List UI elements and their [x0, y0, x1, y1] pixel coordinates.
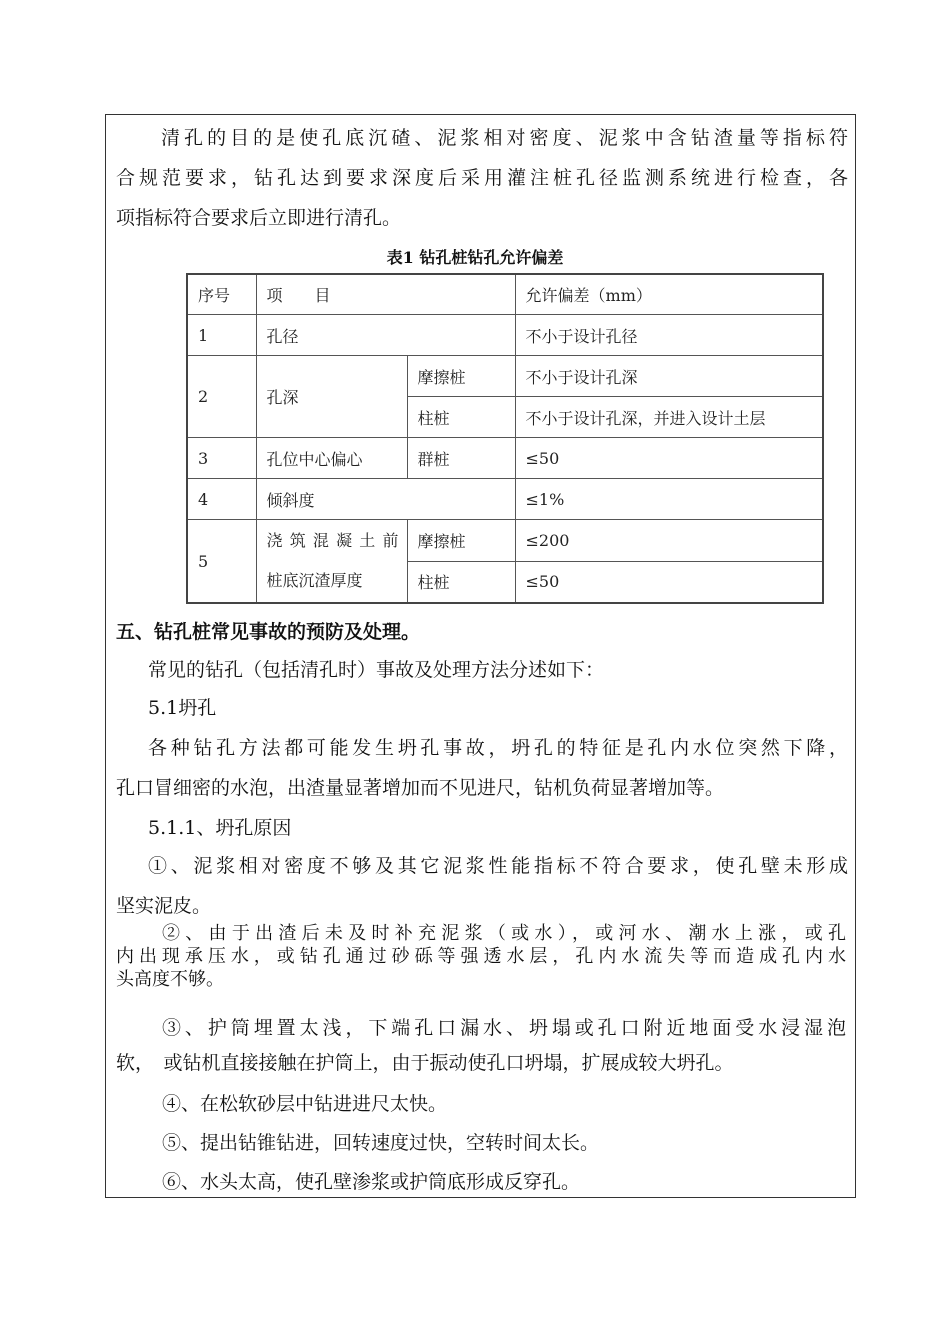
- row3-item: 孔位中心偏心: [256, 438, 407, 479]
- row1-item: 孔径: [256, 315, 515, 356]
- row3-tolerance: ≤50: [515, 438, 823, 479]
- cause-4: ④、在松软砂层中钻进进尺太快。: [162, 1093, 448, 1115]
- intro-line-1: 清孔的目的是使孔底沉碴、泥浆相对密度、泥浆中含钻渣量等指标符: [161, 127, 848, 149]
- section-heading: 五、钻孔桩常见事故的预防及处理。: [116, 621, 421, 643]
- tolerance-table: [186, 273, 824, 604]
- table-row: [187, 479, 823, 520]
- row5-item-line1: 浇筑混凝土前: [266, 531, 399, 551]
- row5-no: 5: [187, 520, 256, 603]
- table-row: [187, 356, 823, 397]
- paragraph-line: 孔口冒细密的水泡，出渣量显著增加而不见进尺，钻机负荷显著增加等。: [116, 777, 725, 799]
- row5-tolerance-b: ≤50: [515, 561, 823, 603]
- row2-no: 2: [187, 356, 256, 438]
- row2-sub-a: 摩擦桩: [407, 356, 515, 397]
- row5-sub-b: 柱桩: [407, 561, 515, 603]
- row1-tolerance: 不小于设计孔径: [515, 315, 823, 356]
- header-tolerance: 允许偏差（mm）: [515, 274, 823, 315]
- cause-2-line: ②、由于出渣后未及时补充泥浆（或水），或河水、潮水上涨，或孔: [162, 923, 846, 944]
- row5-sub-a: 摩擦桩: [407, 520, 515, 562]
- intro-line-2: 合规范要求，钻孔达到要求深度后采用灌注桩孔径监测系统进行检查，各: [116, 167, 848, 189]
- row4-tolerance: ≤1%: [515, 479, 823, 520]
- section-intro: 常见的钻孔（包括清孔时）事故及处理方法分述如下：: [148, 659, 605, 681]
- row2-sub-b: 柱桩: [407, 397, 515, 438]
- paragraph-line: 各种钻孔方法都可能发生坍孔事故，坍孔的特征是孔内水位突然下降，: [148, 737, 848, 759]
- cause-2-line: 头高度不够。: [116, 969, 224, 990]
- header-no: 序号: [187, 274, 256, 315]
- table-caption: 表1 钻孔桩钻孔允许偏差: [386, 248, 564, 267]
- cause-3-line: 软， 或钻机直接接触在护筒上，由于振动使孔口坍塌，扩展成较大坍孔。: [116, 1052, 734, 1074]
- cause-5: ⑤、提出钻锥钻进，回转速度过快，空转时间太长。: [162, 1132, 600, 1154]
- cause-1-line: ①、泥浆相对密度不够及其它泥浆性能指标不符合要求，使孔壁未形成: [148, 855, 848, 877]
- row4-item: 倾斜度: [256, 479, 515, 520]
- cause-1-line: 坚实泥皮。: [116, 895, 212, 917]
- header-item: 项 目: [256, 274, 515, 315]
- row1-no: 1: [187, 315, 256, 356]
- cause-title: 5.1.1、坍孔原因: [148, 817, 292, 839]
- row5-item-line2: 桩底沉渣厚度: [266, 571, 363, 591]
- row4-no: 4: [187, 479, 256, 520]
- table-row: [187, 315, 823, 356]
- intro-line-3: 项指标符合要求后立即进行清孔。: [116, 207, 402, 229]
- row3-no: 3: [187, 438, 256, 479]
- row5-tolerance-a: ≤200: [515, 520, 823, 562]
- row3-sub: 群桩: [407, 438, 515, 479]
- table-row: [187, 520, 823, 562]
- row5-item: [256, 520, 407, 603]
- table-header-row: [187, 274, 823, 315]
- cause-2-line: 内出现承压水，或钻孔通过砂砾等强透水层，孔内水流失等而造成孔内水: [116, 946, 846, 967]
- row2-tolerance-b: 不小于设计孔深，并进入设计土层: [515, 397, 823, 438]
- row2-tolerance-a: 不小于设计孔深: [515, 356, 823, 397]
- row2-item: 孔深: [256, 356, 407, 438]
- cause-6: ⑥、水头太高，使孔壁渗浆或护筒底形成反穿孔。: [162, 1171, 581, 1193]
- subsection-title: 5.1坍孔: [148, 697, 217, 719]
- cause-3-line: ③、护筒埋置太浅，下端孔口漏水、坍塌或孔口附近地面受水浸湿泡: [162, 1017, 846, 1039]
- table-row: [187, 438, 823, 479]
